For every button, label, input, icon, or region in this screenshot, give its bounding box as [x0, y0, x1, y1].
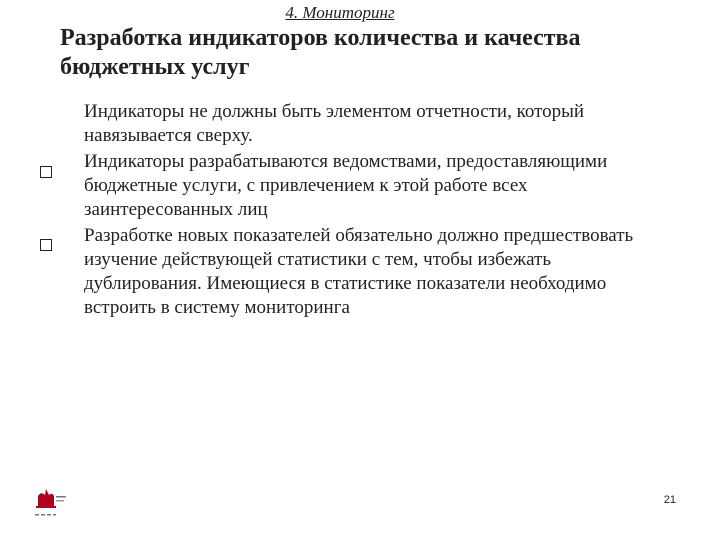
- list-item: [0, 224, 654, 320]
- institution-logo-icon: [32, 486, 72, 522]
- section-label: 4. Мониторинг: [285, 3, 395, 22]
- list-item-text: Разработке новых показателей обязательно должно предшествовать изучение действующей статистики с тем, чтобы избежать дублирования. Имеющиеся в статистике показатели необходимо встроить в систему мониторинга: [84, 225, 634, 318]
- list-item: [0, 100, 654, 148]
- checkbox-bullet-icon: [40, 239, 52, 251]
- slide-title: Разработка индикаторов количества и качества бюджетных услуг: [60, 25, 581, 80]
- list-item-text: Индикаторы разрабатываются ведомствами, предоставляющими бюджетные услуги, с привлечением к этой работе всех заинтересованных лиц: [84, 151, 608, 220]
- list-item-text: Индикаторы не должны быть элементом отчетности, который навязывается сверху.: [84, 101, 585, 146]
- list-item: [0, 150, 654, 222]
- checkbox-bullet-icon: [40, 166, 52, 178]
- page-number: 21: [663, 494, 676, 506]
- content-list: [0, 100, 720, 320]
